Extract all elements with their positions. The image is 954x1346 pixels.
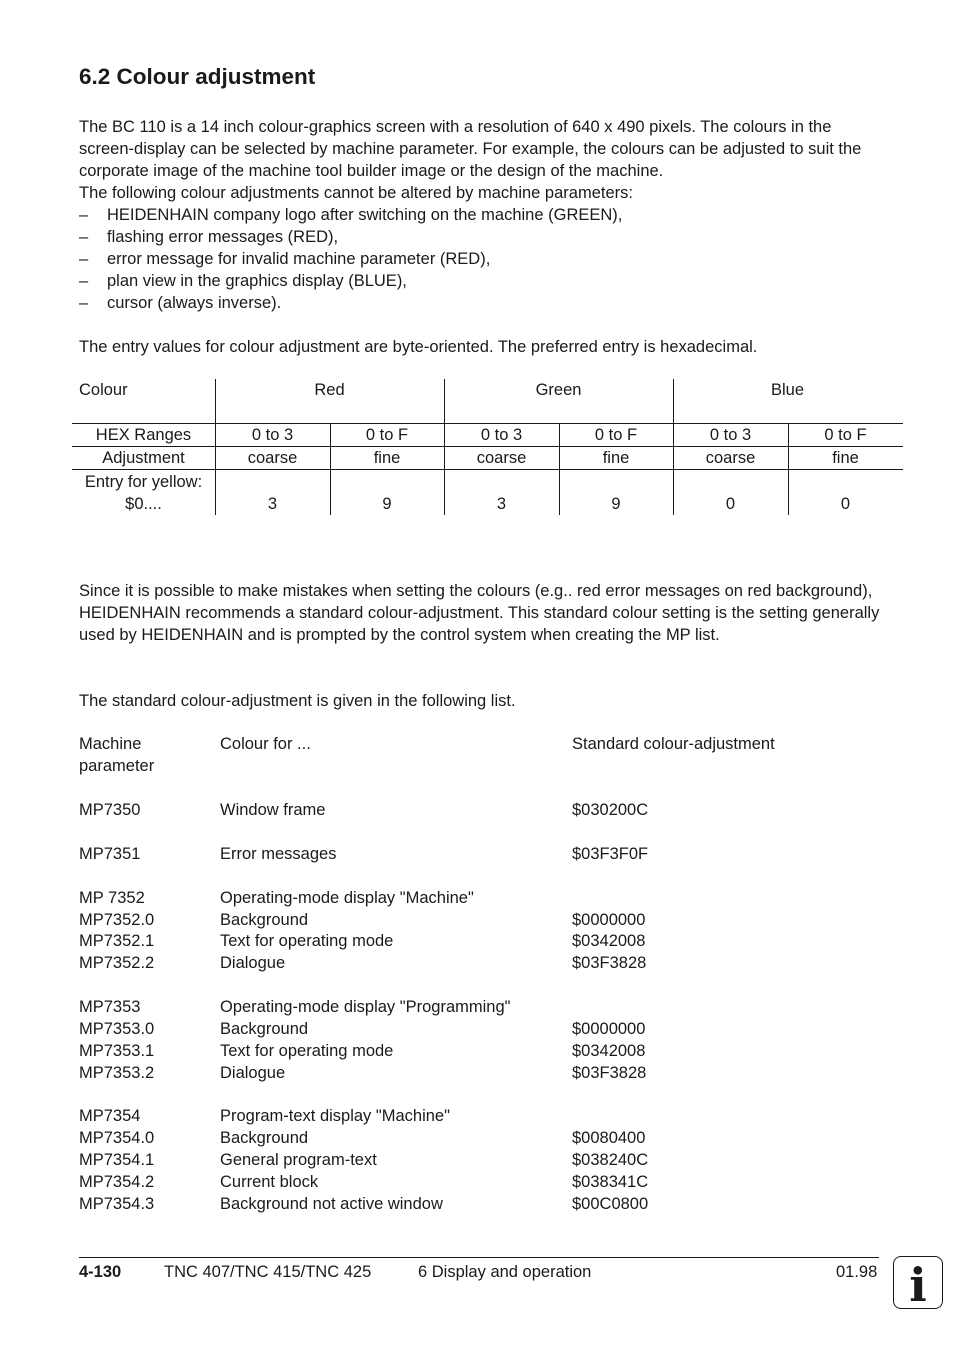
list-item: – error message for invalid machine parameter (RED), bbox=[79, 250, 491, 268]
table-cell: 0 to F bbox=[594, 426, 638, 444]
table-cell: coarse bbox=[247, 449, 298, 467]
table-cell: fine bbox=[602, 449, 630, 467]
list-item: – cursor (always inverse). bbox=[79, 294, 282, 312]
intro-paragraph: The BC 110 is a 14 inch colour-graphics screen with a resolution of 640 x 490 pixels. The colours in the screen-display can be selected by machine parameter. For example, the colours can be adjusted to suit the corporate image of the machine tool builder image or the design of the machine. bbox=[79, 118, 862, 180]
page-number: 4-130 bbox=[79, 1263, 122, 1281]
list-item: – plan view in the graphics display (BLUE), bbox=[79, 272, 407, 290]
table-cell: 9 bbox=[611, 495, 621, 513]
row-label-adjustment: Adjustment bbox=[102, 449, 185, 467]
table-cell: 0 to F bbox=[824, 426, 867, 444]
table-cell: 0 bbox=[725, 495, 736, 513]
footer-date: 01.98 bbox=[836, 1263, 878, 1281]
table-header-colour: Colour bbox=[79, 381, 128, 399]
table-cell: 0 bbox=[840, 495, 851, 513]
table-cell: 0 to 3 bbox=[709, 426, 752, 444]
section-heading: 6.2 Colour adjustment bbox=[79, 64, 316, 89]
table-cell: 9 bbox=[382, 495, 392, 513]
table-cell: coarse bbox=[705, 449, 756, 467]
table-cell: 0 to 3 bbox=[480, 426, 523, 444]
standard-header: Standard colour-adjustment bbox=[572, 735, 775, 753]
list-item: – flashing error messages (RED), bbox=[79, 228, 339, 246]
footer-chapter: 6 Display and operation bbox=[418, 1263, 592, 1281]
table-cell: 0 to 3 bbox=[251, 426, 294, 444]
mistakes-paragraph: Since it is possible to make mistakes when setting the colours (e.g.. red error messages on red background), HEIDENHAIN recommends a standard colour-adjustment. This standard colour setting is the setting generally used by HEIDENHAIN and is prompted by the control system when creating the MP list. bbox=[79, 582, 880, 644]
colour-table bbox=[72, 379, 903, 515]
svg-text:i: i bbox=[909, 1258, 927, 1307]
row-label-yellow: Entry for yellow: bbox=[84, 473, 203, 491]
standard-paragraph: The standard colour-adjustment is given in the following list. bbox=[79, 692, 516, 710]
table-cell: 3 bbox=[267, 495, 278, 513]
table-cell: fine bbox=[832, 449, 859, 467]
table-cell: coarse bbox=[476, 449, 527, 467]
table-header-green: Green bbox=[535, 381, 582, 399]
table-cell: 3 bbox=[496, 495, 507, 513]
table-rule bbox=[72, 469, 903, 470]
row-label-yellow-2: $0.... bbox=[125, 495, 162, 513]
info-glyph bbox=[894, 1257, 941, 1307]
mp-header-2: parameter bbox=[79, 757, 155, 775]
table-cell: 0 to F bbox=[365, 426, 409, 444]
colour-header: Colour for ... bbox=[220, 735, 311, 753]
info-icon bbox=[893, 1256, 943, 1309]
list-item: – HEIDENHAIN company logo after switching on the machine (GREEN), bbox=[79, 206, 623, 224]
mp-header-1: Machine bbox=[79, 735, 142, 753]
footer-model: TNC 407/TNC 415/TNC 425 bbox=[164, 1263, 372, 1281]
table-header-blue: Blue bbox=[770, 381, 805, 399]
table-header-red: Red bbox=[314, 381, 345, 399]
row-label-hex: HEX Ranges bbox=[95, 426, 192, 444]
entry-paragraph: The entry values for colour adjustment are byte-oriented. The preferred entry is hexadecimal. bbox=[79, 338, 758, 356]
table-cell: fine bbox=[373, 449, 401, 467]
footer-rule bbox=[79, 1257, 879, 1258]
intro-paragraph-2: The following colour adjustments cannot be altered by machine parameters: bbox=[79, 184, 633, 202]
